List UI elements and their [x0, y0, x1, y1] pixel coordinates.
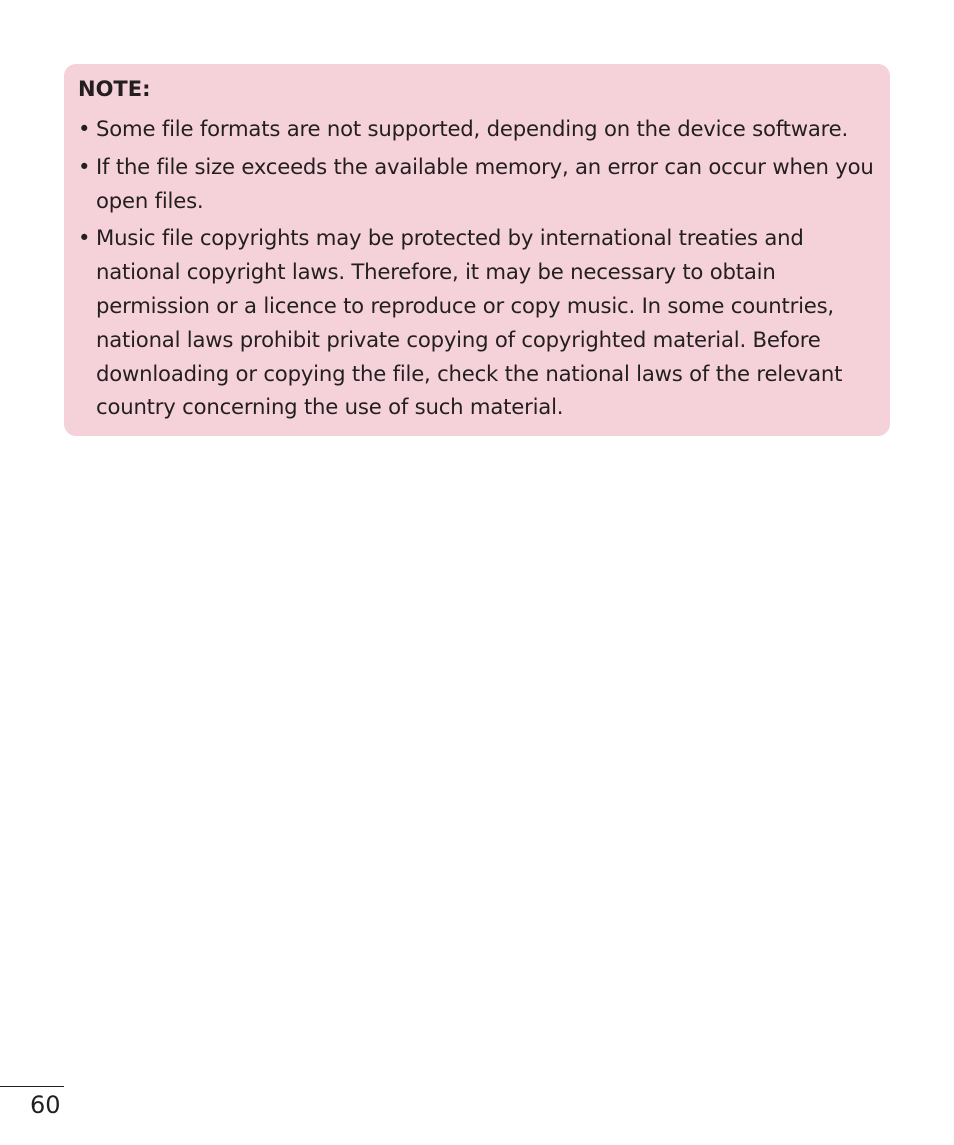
- note-list: [78, 112, 878, 424]
- note-title: NOTE:: [78, 77, 151, 101]
- note-item-file-size-memory: • If the file size exceeds the available memory, an error can occur when you open files.: [78, 150, 878, 218]
- page-number: 60: [30, 1091, 61, 1119]
- note-box: [64, 64, 890, 436]
- note-item-unsupported-formats: • Some file formats are not supported, depending on the device software.: [78, 112, 878, 146]
- page-number-rule: [0, 1086, 64, 1087]
- note-item-music-copyright: • Music file copyrights may be protected by international treaties and national copyright laws. Therefore, it may be necessary to obtain permission or a licence to reproduce or copy music. In some countries, national laws prohibit private copying of copyrighted material. Before downloading or copying the file, check the national laws of the relevant country concerning the use of such material.: [78, 221, 878, 424]
